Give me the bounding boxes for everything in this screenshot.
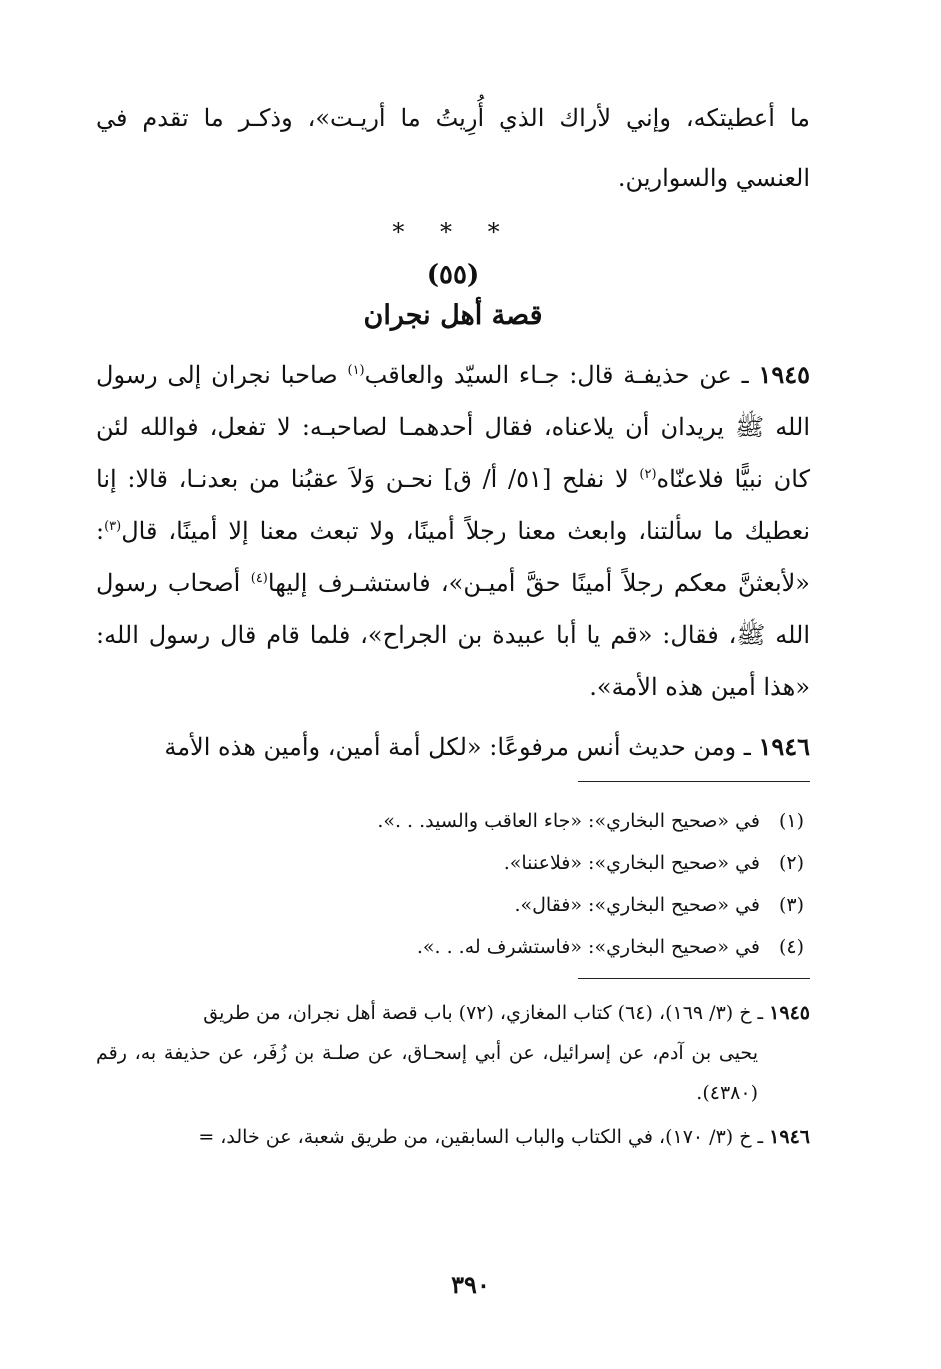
footnote-item bbox=[96, 926, 810, 968]
page-number: ٣٩٠ bbox=[451, 1270, 490, 1299]
source-text: ـ خ (٣/ ١٧٠)، في الكتاب والباب السابقين، من طريق شعبة، عن خالد، = bbox=[198, 1126, 770, 1148]
hadith-text: أصحاب رسول الله ﷺ، فقال: «قم يا أبا عبيدة بن الجراح»، فلما قام قال رسول الله: «هذا أمين هذه الأمة». bbox=[96, 569, 810, 701]
footnote-text: في «صحيح البخاري»: «فلاعننا». bbox=[503, 852, 760, 874]
source-number: ١٩٤٦ bbox=[769, 1126, 810, 1148]
footnote-number: (٢) bbox=[778, 852, 804, 874]
intro-text bbox=[96, 88, 810, 208]
footnote-item bbox=[96, 800, 810, 842]
chapter-number: (٥٥) bbox=[426, 260, 480, 290]
hadith-1946 bbox=[96, 721, 810, 773]
hadith-text: صاحبا نجران إلى رسول الله ﷺ يريدان أن يلاعناه، فقال أحدهمـا لصاحبـه: لا تفعل، فوالله لئن كان نبيًّا فلاعنّاه bbox=[96, 361, 811, 493]
hadith-text: : «لأبعثنَّ معكم رجلاً أمينًا حقَّ أميـن»، فاستشـرف إليها bbox=[96, 517, 810, 597]
chapter-title: قصة أهل نجران bbox=[363, 300, 543, 331]
hadith-text: لا نفلح [٥١/ أ/ ق] نحـن وَلاَ عقبُنا من بعدنـا، قالا: إنا نعطيك ما سألتنا، وابعث معنا رجلاً أمينًا، ولا تبعث معنا إلا أمينًا، قال bbox=[96, 465, 810, 545]
footnote-text: في «صحيح البخاري»: «جاء العاقب والسيد. . .». bbox=[377, 810, 760, 832]
intro-line-2: والسوارين. bbox=[617, 164, 729, 192]
footnote-item bbox=[96, 884, 810, 926]
footnote-ref[interactable]: (٢) bbox=[639, 467, 657, 482]
source-continuation: يحيى بن آدم، عن إسرائيل، عن أبي إسحـاق، عن صلـة بن زُفَر، عن حذيفة به، رقم (٤٣٨٠). bbox=[96, 1042, 758, 1104]
hadith-1945 bbox=[96, 349, 810, 713]
section-separator: * * * bbox=[392, 218, 514, 246]
source-text: ـ خ (٣/ ١٦٩)، (٦٤) كتاب المغازي، (٧٢) باب قصة أهل نجران، من طريق bbox=[203, 1002, 770, 1024]
hadith-number: ١٩٤٥ bbox=[758, 360, 811, 389]
footnote-divider bbox=[578, 781, 810, 782]
source-number: ١٩٤٥ bbox=[769, 1002, 810, 1024]
hadith-number: ١٩٤٦ bbox=[758, 732, 810, 761]
source-item bbox=[96, 993, 810, 1113]
footnote-ref[interactable]: (٣) bbox=[104, 519, 122, 534]
footnote-ref[interactable]: (٤) bbox=[250, 571, 268, 586]
footnote-text: في «صحيح البخاري»: «فاستشرف له. . .». bbox=[416, 936, 760, 958]
source-references bbox=[96, 993, 810, 1157]
footnote-text: في «صحيح البخاري»: «فقال». bbox=[514, 894, 760, 916]
footnote-number: (١) bbox=[778, 810, 804, 832]
intro-line-1: ما أعطيتكه، وإني لأراك الذي أُرِيتُ ما أريـت»، وذكـر ما تقدم في العنسي bbox=[96, 104, 810, 192]
book-page bbox=[96, 88, 810, 1161]
source-item bbox=[96, 1117, 810, 1157]
footnote-item bbox=[96, 842, 810, 884]
hadith-text: ـ عن حذيفـة قال: جـاء السيّد والعاقب bbox=[364, 361, 759, 389]
hadith-text: ـ ومن حديث أنس مرفوعًا: «لكل أمة أمين، وأمين هذه الأمة bbox=[164, 733, 759, 761]
footnotes bbox=[96, 800, 810, 968]
footnote-number: (٣) bbox=[778, 894, 804, 916]
sources-divider bbox=[578, 978, 810, 979]
footnote-number: (٤) bbox=[778, 936, 804, 958]
footnote-ref[interactable]: (١) bbox=[347, 363, 365, 378]
